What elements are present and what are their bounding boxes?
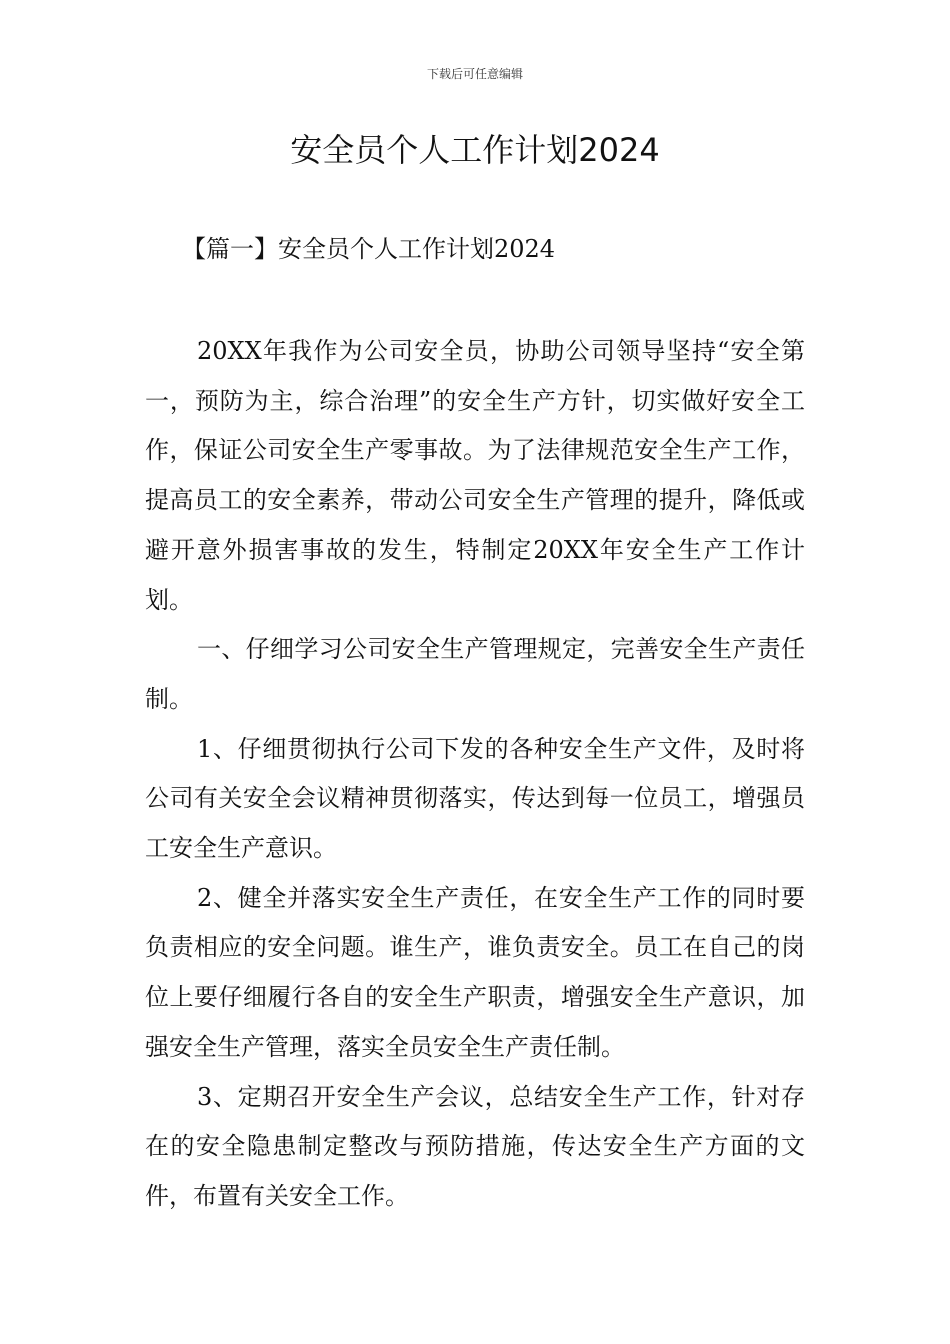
document-title: 安全员个人工作计划2024: [290, 131, 660, 169]
document-body: [145, 327, 805, 1222]
paragraph-point-2: 2、健全并落实安全生产责任，在安全生产工作的同时要负责相应的安全问题。谁生产，谁负责安全。员工在自己的岗位上要仔细履行各自的安全生产职责，增强安全生产意识，加强安全生产管理，落实全员安全生产责任制。: [145, 883, 805, 1061]
paragraph-item-one-heading: 一、仔细学习公司安全生产管理规定，完善安全生产责任制。: [145, 635, 805, 713]
paragraph-point-3: 3、定期召开安全生产会议，总结安全生产工作，针对存在的安全隐患制定整改与预防措施，传达安全生产方面的文件，布置有关安全工作。: [145, 1082, 805, 1210]
header-note: 下载后可任意编辑: [426, 67, 523, 81]
paragraph-point-1: 1、仔细贯彻执行公司下发的各种安全生产文件，及时将公司有关安全会议精神贯彻落实，传达到每一位员工，增强员工安全生产意识。: [145, 734, 805, 863]
section-heading: 【篇一】安全员个人工作计划2024: [182, 235, 556, 263]
paragraph-intro: 20XX年我作为公司安全员，协助公司领导坚持“安全第一，预防为主，综合治理”的安全生产方针，切实做好安全工作，保证公司安全生产零事故。为了法律规范安全生产工作，提高员工的安全素养，带动公司安全生产管理的提升，降低或避开意外损害事故的发生，特制定20XX年安全生产工作计划。: [145, 337, 805, 614]
